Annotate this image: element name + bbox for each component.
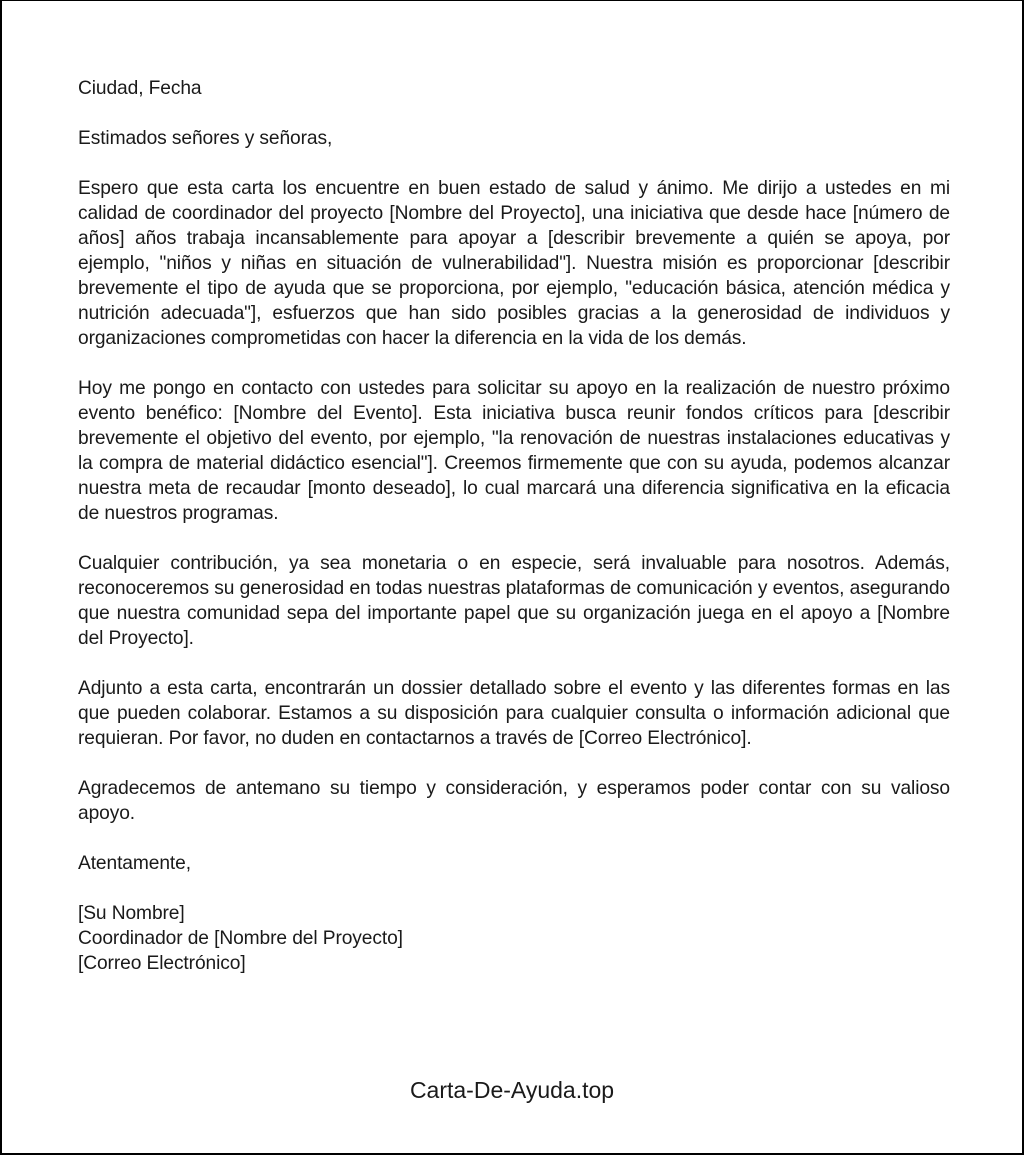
- paragraph-thanks: Agradecemos de antemano su tiempo y consideración, y esperamos poder contar con su valioso apoyo.: [78, 778, 950, 824]
- signature-email: [Correo Electrónico]: [78, 953, 246, 974]
- footer-site: Carta-De-Ayuda.top: [409, 1077, 615, 1103]
- signature-name: [Su Nombre]: [78, 903, 185, 924]
- salutation: Estimados señores y señoras,: [78, 128, 333, 149]
- paragraph-contribution: Cualquier contribución, ya sea monetaria o en especie, será invaluable para nosotros. Además, reconoceremos su generosidad en todas nuestras plataformas de comunicación y eventos, asegurando que nuestra comunidad sepa del importante papel que su organización juega en el apoyo a [Nombre del Proyecto].: [78, 553, 950, 649]
- paragraph-intro: Espero que esta carta los encuentre en buen estado de salud y ánimo. Me dirijo a ustedes en mi calidad de coordinador del proyecto [Nombre del Proyecto], una iniciativa que desde hace [número de años] años trabaja incansablemente para apoyar a [describir brevemente a quién se apoya, por ejemplo, "niños y niñas en situación de vulnerabilidad"]. Nuestra misión es proporcionar [describir brevemente el tipo de ayuda que se proporciona, por ejemplo, "educación básica, atención médica y nutrición adecuada"], esfuerzos que han sido posibles gracias a la generosidad de individuos y organizaciones comprometidas con hacer la diferencia en la vida de los demás.: [78, 178, 950, 349]
- paragraph-attachment: Adjunto a esta carta, encontrarán un dossier detallado sobre el evento y las diferentes formas en las que pueden colaborar. Estamos a su disposición para cualquier consulta o información adicional que requieran. Por favor, no duden en contactarnos a través de [Correo Electrónico].: [78, 678, 950, 749]
- closing: Atentamente,: [78, 853, 191, 874]
- signature-title: Coordinador de [Nombre del Proyecto]: [78, 928, 403, 949]
- paragraph-request: Hoy me pongo en contacto con ustedes para solicitar su apoyo en la realización de nuestro próximo evento benéfico: [Nombre del Evento]. Esta iniciativa busca reunir fondos críticos para [describir brevemente el objetivo del evento, por ejemplo, "la renovación de nuestras instalaciones educativas y la compra de material didáctico esencial"]. Creemos firmemente que con su ayuda, podemos alcanzar nuestra meta de recaudar [monto deseado], lo cual marcará una diferencia significativa en la eficacia de nuestros programas.: [78, 378, 950, 524]
- letter-body: [78, 76, 950, 976]
- place-date: Ciudad, Fecha: [78, 78, 202, 99]
- signature-block: [78, 901, 950, 976]
